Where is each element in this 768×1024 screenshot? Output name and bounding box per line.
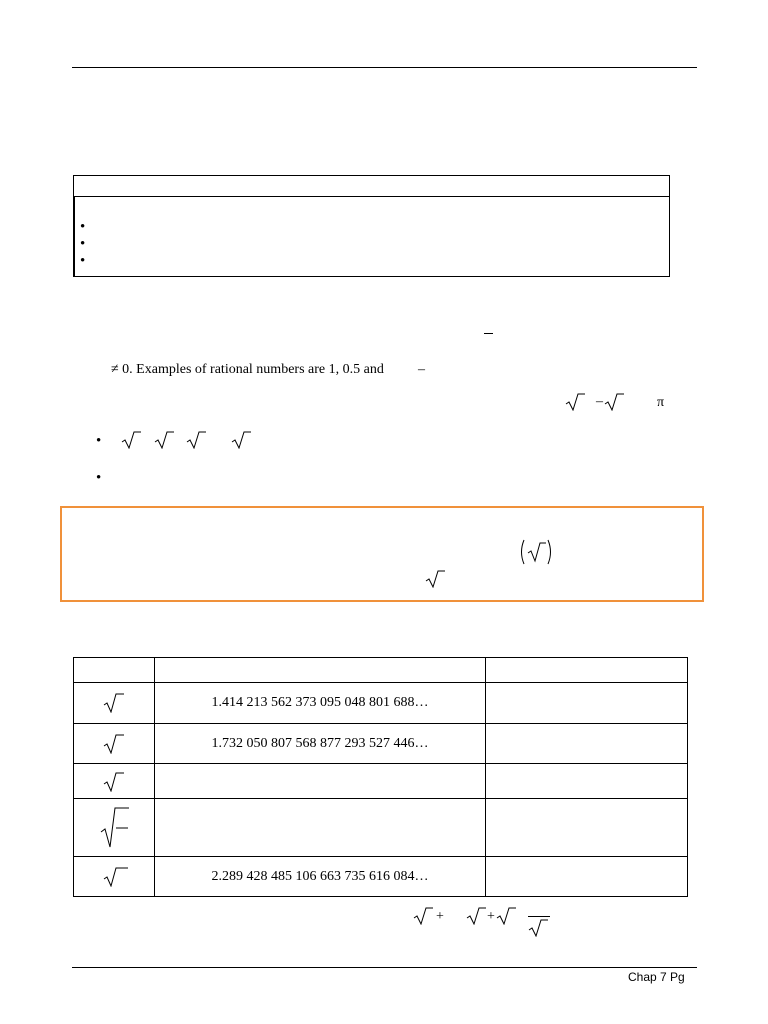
callout-radical (425, 570, 445, 588)
table-header-cell-3 (486, 658, 688, 683)
decimal-cell (155, 799, 486, 857)
footer-rule (72, 967, 697, 968)
footer-page-label: Chap 7 Pg (628, 970, 685, 984)
table-row (74, 683, 688, 724)
rational-numbers-text: ≠ 0. Examples of rational numbers are 1, 0.5 and (111, 362, 384, 377)
callout-box (60, 506, 704, 602)
decimal-cell: 1.732 050 807 568 877 293 527 446… (155, 724, 486, 764)
table-header-cell-2 (155, 658, 486, 683)
table-cell-empty (486, 799, 688, 857)
definition-box-header-divider (74, 196, 669, 197)
definition-box-left-thick (74, 197, 76, 276)
decimal-cell: 2.289 428 485 106 663 735 616 084… (155, 857, 486, 897)
table-cell-empty (486, 764, 688, 799)
table-row (74, 764, 688, 799)
radical-sign-6 (231, 431, 251, 449)
list-bullet-1: • (96, 433, 102, 449)
table-header-row (74, 658, 688, 683)
radical-cell (74, 764, 155, 799)
radical-cell (74, 857, 155, 897)
table-row (74, 799, 688, 857)
table-cell-empty (486, 724, 688, 764)
pi-symbol: π (657, 395, 665, 410)
definition-bullet-3: • (80, 253, 86, 269)
definition-box (73, 175, 670, 277)
radical-cell (74, 683, 155, 724)
table-row (74, 857, 688, 897)
radical-sign-4 (154, 431, 174, 449)
bottom-radical-2 (466, 907, 486, 925)
radical-cell (74, 799, 155, 857)
radical-sign-3 (121, 431, 141, 449)
radical-sign-5 (186, 431, 206, 449)
table-cell-empty (486, 857, 688, 897)
list-bullet-2: • (96, 470, 102, 486)
table-cell-empty (486, 683, 688, 724)
radical-sign-2 (604, 393, 624, 411)
bottom-fraction-bar (528, 916, 550, 917)
fraction-bar (484, 333, 493, 334)
table-header-cell-1 (74, 658, 155, 683)
minus-sign-1: – (418, 362, 425, 377)
callout-paren-expression (518, 538, 554, 571)
radical-cell (74, 724, 155, 764)
decimal-cell (155, 764, 486, 799)
decimal-table (73, 657, 688, 897)
plus-sign-1: + (436, 909, 444, 924)
definition-bullet-1: • (80, 219, 86, 235)
bottom-radical-1 (413, 907, 433, 925)
decimal-cell: 1.414 213 562 373 095 048 801 688… (155, 683, 486, 724)
plus-sign-2: + (487, 909, 495, 924)
radical-sign-1 (565, 393, 585, 411)
bottom-radical-4 (528, 919, 548, 937)
header-rule (72, 67, 697, 68)
bottom-radical-3 (496, 907, 516, 925)
table-row (74, 724, 688, 764)
minus-sign-2: – (596, 394, 603, 409)
definition-bullet-2: • (80, 236, 86, 252)
